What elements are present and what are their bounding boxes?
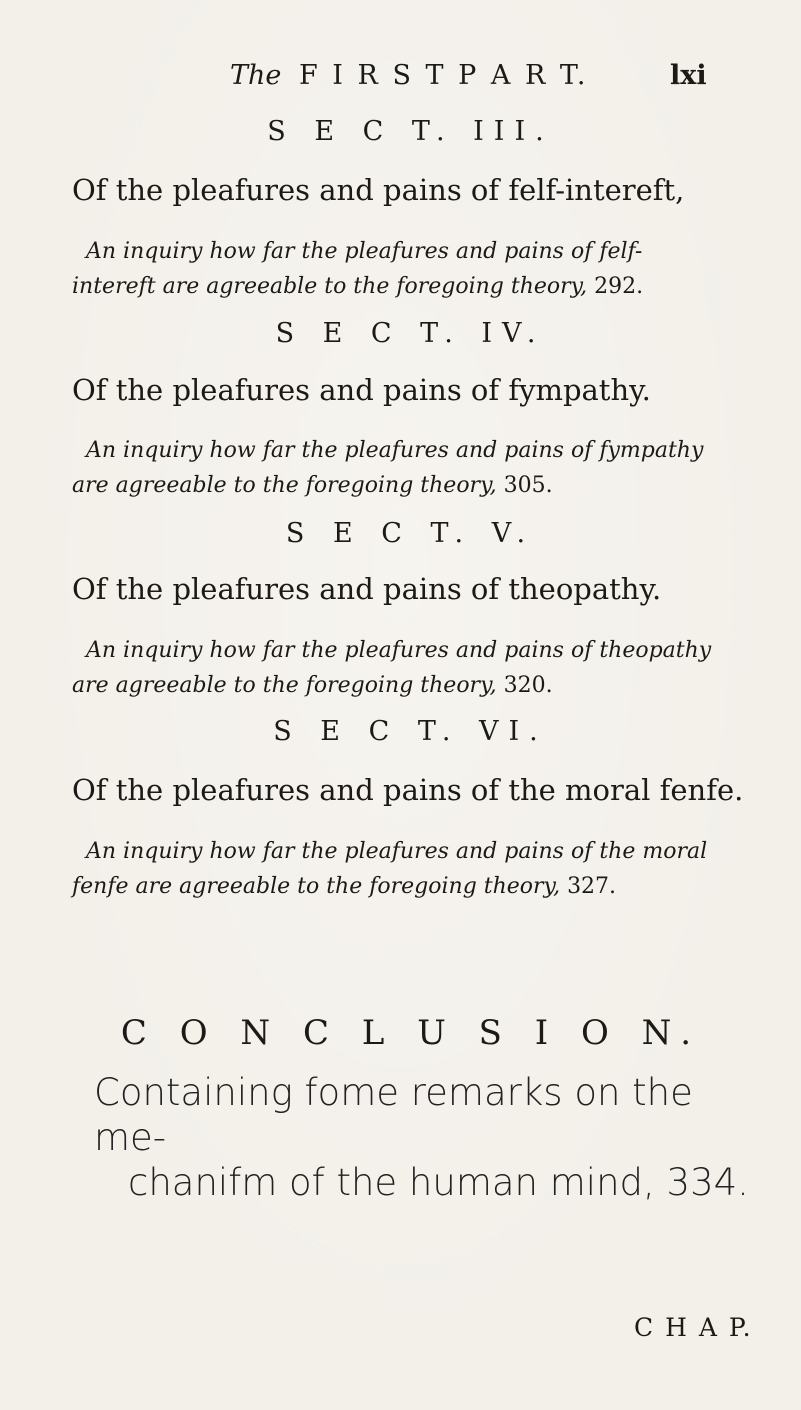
page-number: lxi bbox=[670, 60, 707, 91]
section-heading: S E C T. III. bbox=[267, 116, 554, 147]
section-inquiry bbox=[72, 433, 746, 503]
catchword: C H A P. bbox=[634, 1313, 753, 1342]
page-reference: 292. bbox=[594, 274, 644, 299]
running-head-title: F I R S T P A R T. bbox=[298, 60, 589, 91]
section-heading: S E C T. V. bbox=[285, 518, 536, 549]
running-head bbox=[230, 60, 750, 91]
inquiry-line-2: intereft are agreeable to the foregoing theory, bbox=[72, 274, 588, 299]
inquiry-line-2: are agreeable to the foregoing theory, bbox=[72, 473, 497, 498]
page-reference: 305. bbox=[503, 473, 553, 498]
inquiry-line-2: are agreeable to the foregoing theory, bbox=[72, 673, 497, 698]
section-title: Of the pleafures and pains of the moral fenfe. bbox=[72, 773, 744, 807]
section-heading: S E C T. IV. bbox=[275, 318, 546, 349]
inquiry-line-2: fenfe are agreeable to the foregoing theory, bbox=[72, 874, 561, 899]
conclusion-heading: C O N C L U S I O N. bbox=[120, 1013, 703, 1053]
conclusion-line-1: Containing fome remarks on the me- bbox=[94, 1071, 693, 1159]
section-inquiry bbox=[72, 834, 746, 904]
running-head-the: The bbox=[230, 60, 282, 91]
inquiry-line-1: An inquiry how far the pleafures and pains of the moral bbox=[86, 839, 708, 864]
page-reference: 320. bbox=[503, 673, 553, 698]
section-title: Of the pleafures and pains of felf-intereft, bbox=[72, 173, 685, 207]
inquiry-line-1: An inquiry how far the pleafures and pains of fympathy bbox=[86, 438, 704, 463]
inquiry-line-1: An inquiry how far the pleafures and pains of theopathy bbox=[86, 638, 712, 663]
section-title: Of the pleafures and pains of theopathy. bbox=[72, 572, 662, 606]
inquiry-line-1: An inquiry how far the pleafures and pains of felf- bbox=[86, 239, 643, 264]
conclusion-line-2: chanifm of the human mind, 334. bbox=[128, 1161, 749, 1204]
section-title: Of the pleafures and pains of fympathy. bbox=[72, 373, 651, 407]
section-inquiry bbox=[72, 234, 746, 304]
section-inquiry bbox=[72, 633, 746, 703]
section-heading: S E C T. VI. bbox=[273, 716, 548, 747]
page-reference: 327. bbox=[567, 874, 617, 899]
conclusion-text bbox=[94, 1070, 774, 1205]
